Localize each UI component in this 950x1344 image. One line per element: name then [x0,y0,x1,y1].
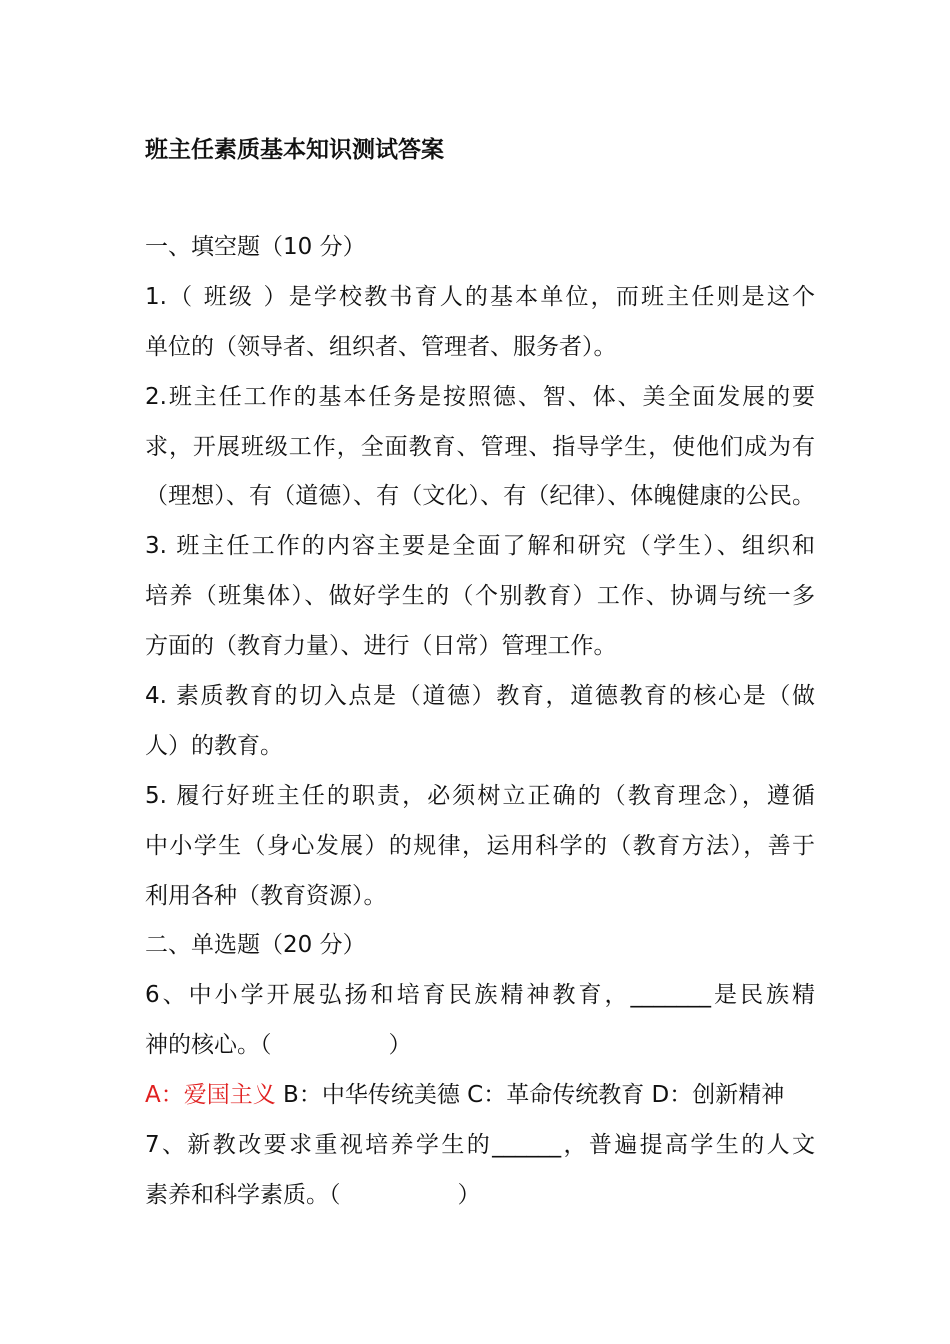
question-2-line-3: （理想）、有（道德）、有（文化）、有（纪律）、体魄健康的公民。 [145,483,815,510]
section-heading-single-choice: 二、单选题（20 分） [145,932,366,959]
question-3-line-2: 培养（班集体）、做好学生的（个别教育）工作、协调与统一多 [145,583,815,610]
question-5-line-2: 中小学生（身心发展）的规律，运用科学的（教育方法），善于 [145,832,815,859]
question-6-line-1: 6、中小学开展弘扬和培育民族精神教育，_______是民族精 [145,982,815,1009]
question-4-line-2: 人）的教育。 [145,732,283,759]
question-3-line-1: 3. 班主任工作的内容主要是全面了解和研究（学生）、组织和 [145,533,815,560]
question-5-line-3: 利用各种（教育资源）。 [145,882,387,909]
question-1-line-1: 1.（ 班级 ）是学校教书育人的基本单位，而班主任则是这个 [145,283,815,310]
question-6-options [145,1071,815,1121]
question-6-line-2: 神的核心。（ ） [145,1032,412,1059]
answer-a-highlight: A：爱国主义 [145,1082,276,1109]
question-3-line-3: 方面的（教育力量）、进行（日常）管理工作。 [145,633,617,660]
question-5-line-1: 5. 履行好班主任的职责，必须树立正确的（教育理念），遵循 [145,782,815,809]
document-body [145,223,815,1221]
options-b-c-d: B：中华传统美德 C：革命传统教育 D：创新精神 [275,1082,785,1109]
question-1-line-2: 单位的（领导者、组织者、管理者、服务者）。 [145,333,617,360]
question-4-line-1: 4. 素质教育的切入点是（道德）教育，道德教育的核心是（做 [145,683,815,710]
question-2-line-2: 求，开展班级工作，全面教育、管理、指导学生，使他们成为有 [145,433,815,460]
question-7-line-2: 素养和科学素质。（ ） [145,1181,481,1208]
question-7-line-1: 7、新教改要求重视培养学生的______，普遍提高学生的人文 [145,1132,815,1159]
question-2-line-1: 2.班主任工作的基本任务是按照德、智、体、美全面发展的要 [145,383,815,410]
section-heading-fill-blank: 一、填空题（10 分） [145,234,366,260]
document-title: 班主任素质基本知识测试答案 [145,137,444,163]
